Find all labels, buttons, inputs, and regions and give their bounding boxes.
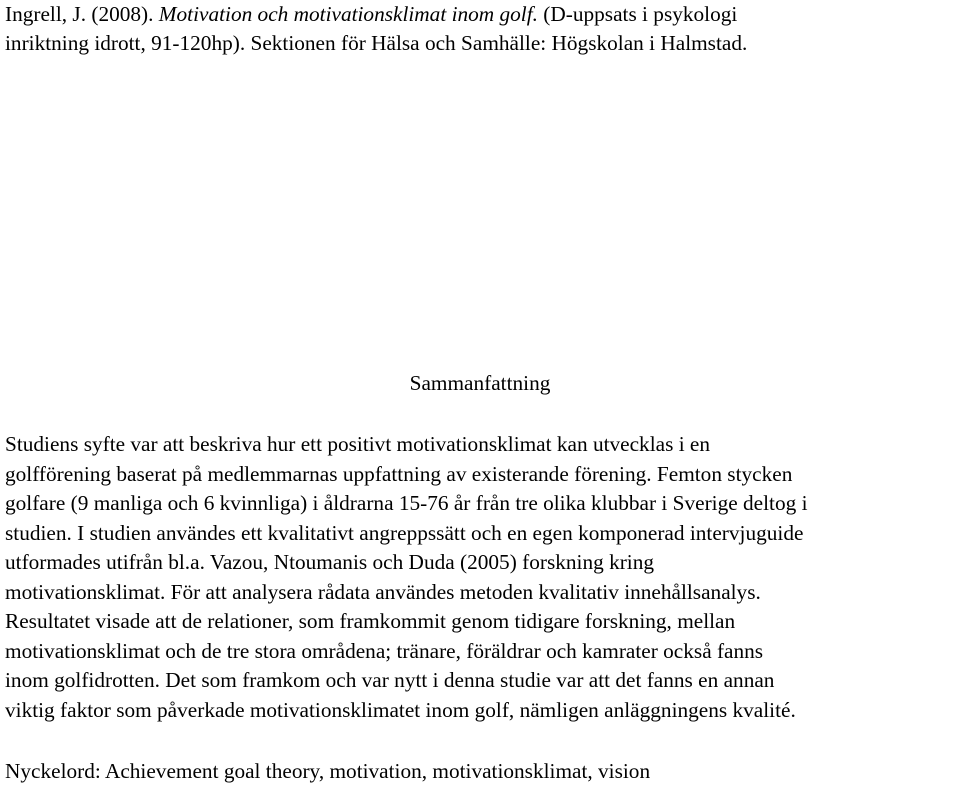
abstract-line: utformades utifrån bl.a. Vazou, Ntoumanis och Duda (2005) forskning kring	[5, 550, 655, 574]
abstract-line: Resultatet visade att de relationer, som framkommit genom tidigare forskning, mellan	[5, 609, 736, 633]
abstract-line: studien. I studien användes ett kvalitativt angreppssätt och en egen komponerad intervjuguide	[5, 520, 804, 545]
abstract-line: inom golfidrotten. Det som framkom och var nytt i denna studie var att det fanns en annan	[5, 668, 775, 692]
abstract-line: Studiens syfte var att beskriva hur ett positivt motivationsklimat kan utvecklas i en	[5, 432, 711, 456]
citation-thesis-info: (D-uppsats i psykologi	[537, 2, 738, 26]
abstract-line: motivationsklimat. För att analysera rådata användes metoden kvalitativ innehållsanalys.	[5, 579, 761, 604]
abstract-line: golfförening baserat på medlemmarnas uppfattning av existerande förening. Femton stycken	[5, 461, 793, 486]
abstract-heading: Sammanfattning	[409, 371, 551, 395]
abstract-body	[5, 430, 955, 725]
abstract-line: motivationsklimat och de tre stora områdena; tränare, föräldrar och kamrater också fanns	[5, 638, 764, 663]
abstract-line: golfare (9 manliga och 6 kvinnliga) i åldrarna 15-76 år från tre olika klubbar i Sverige deltog i	[5, 491, 808, 515]
abstract-line: viktig faktor som påverkade motivationsklimatet inom golf, nämligen anläggningens kvalité.	[5, 697, 796, 722]
citation-authors: Ingrell, J. (2008).	[5, 2, 159, 26]
citation-title: Motivation och motivationsklimat inom golf.	[158, 2, 538, 26]
citation	[5, 0, 955, 58]
keywords: Nyckelord: Achievement goal theory, motivation, motivationsklimat, vision	[5, 759, 651, 783]
citation-line-2: inriktning idrott, 91-120hp). Sektionen för Hälsa och Samhälle: Högskolan i Halmstad.	[5, 31, 748, 55]
citation-line-1	[5, 0, 955, 29]
